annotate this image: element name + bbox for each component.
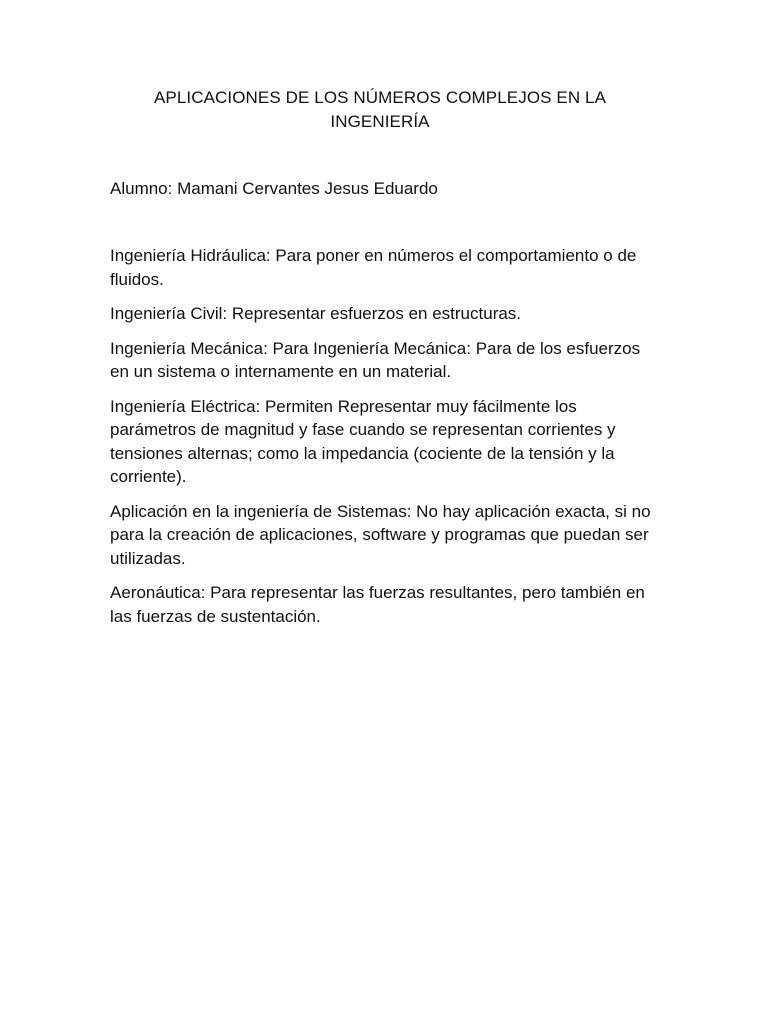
applications-list bbox=[110, 244, 655, 639]
section-hidraulica: Ingeniería Hidráulica: Para poner en números el comportamiento o de fluidos. bbox=[110, 246, 637, 289]
section-mecanica: Ingeniería Mecánica: Para Ingeniería Mecánica: Para de los esfuerzos en un sistema o internamente en un material. bbox=[110, 338, 641, 381]
student-name: Alumno: Mamani Cervantes Jesus Eduardo bbox=[110, 179, 438, 198]
section-sistemas: Aplicación en la ingeniería de Sistemas: No hay aplicación exacta, si no para la creación de aplicaciones, software y programas que puedan ser utilizadas. bbox=[110, 501, 651, 568]
document-title: APLICACIONES DE LOS NÚMEROS COMPLEJOS EN LA INGENIERÍA bbox=[153, 88, 607, 131]
section-aeronautica: Aeronáutica: Para representar las fuerzas resultantes, pero también en las fuerzas de sustentación. bbox=[110, 583, 645, 626]
section-civil: Ingeniería Civil: Representar esfuerzos en estructuras. bbox=[110, 304, 522, 323]
section-electrica: Ingeniería Eléctrica: Permiten Representar muy fácilmente los parámetros de magnitud y fase cuando se representan corrientes y tensiones alternas; como la impedancia (cociente de la tensión y la corriente). bbox=[110, 396, 616, 486]
